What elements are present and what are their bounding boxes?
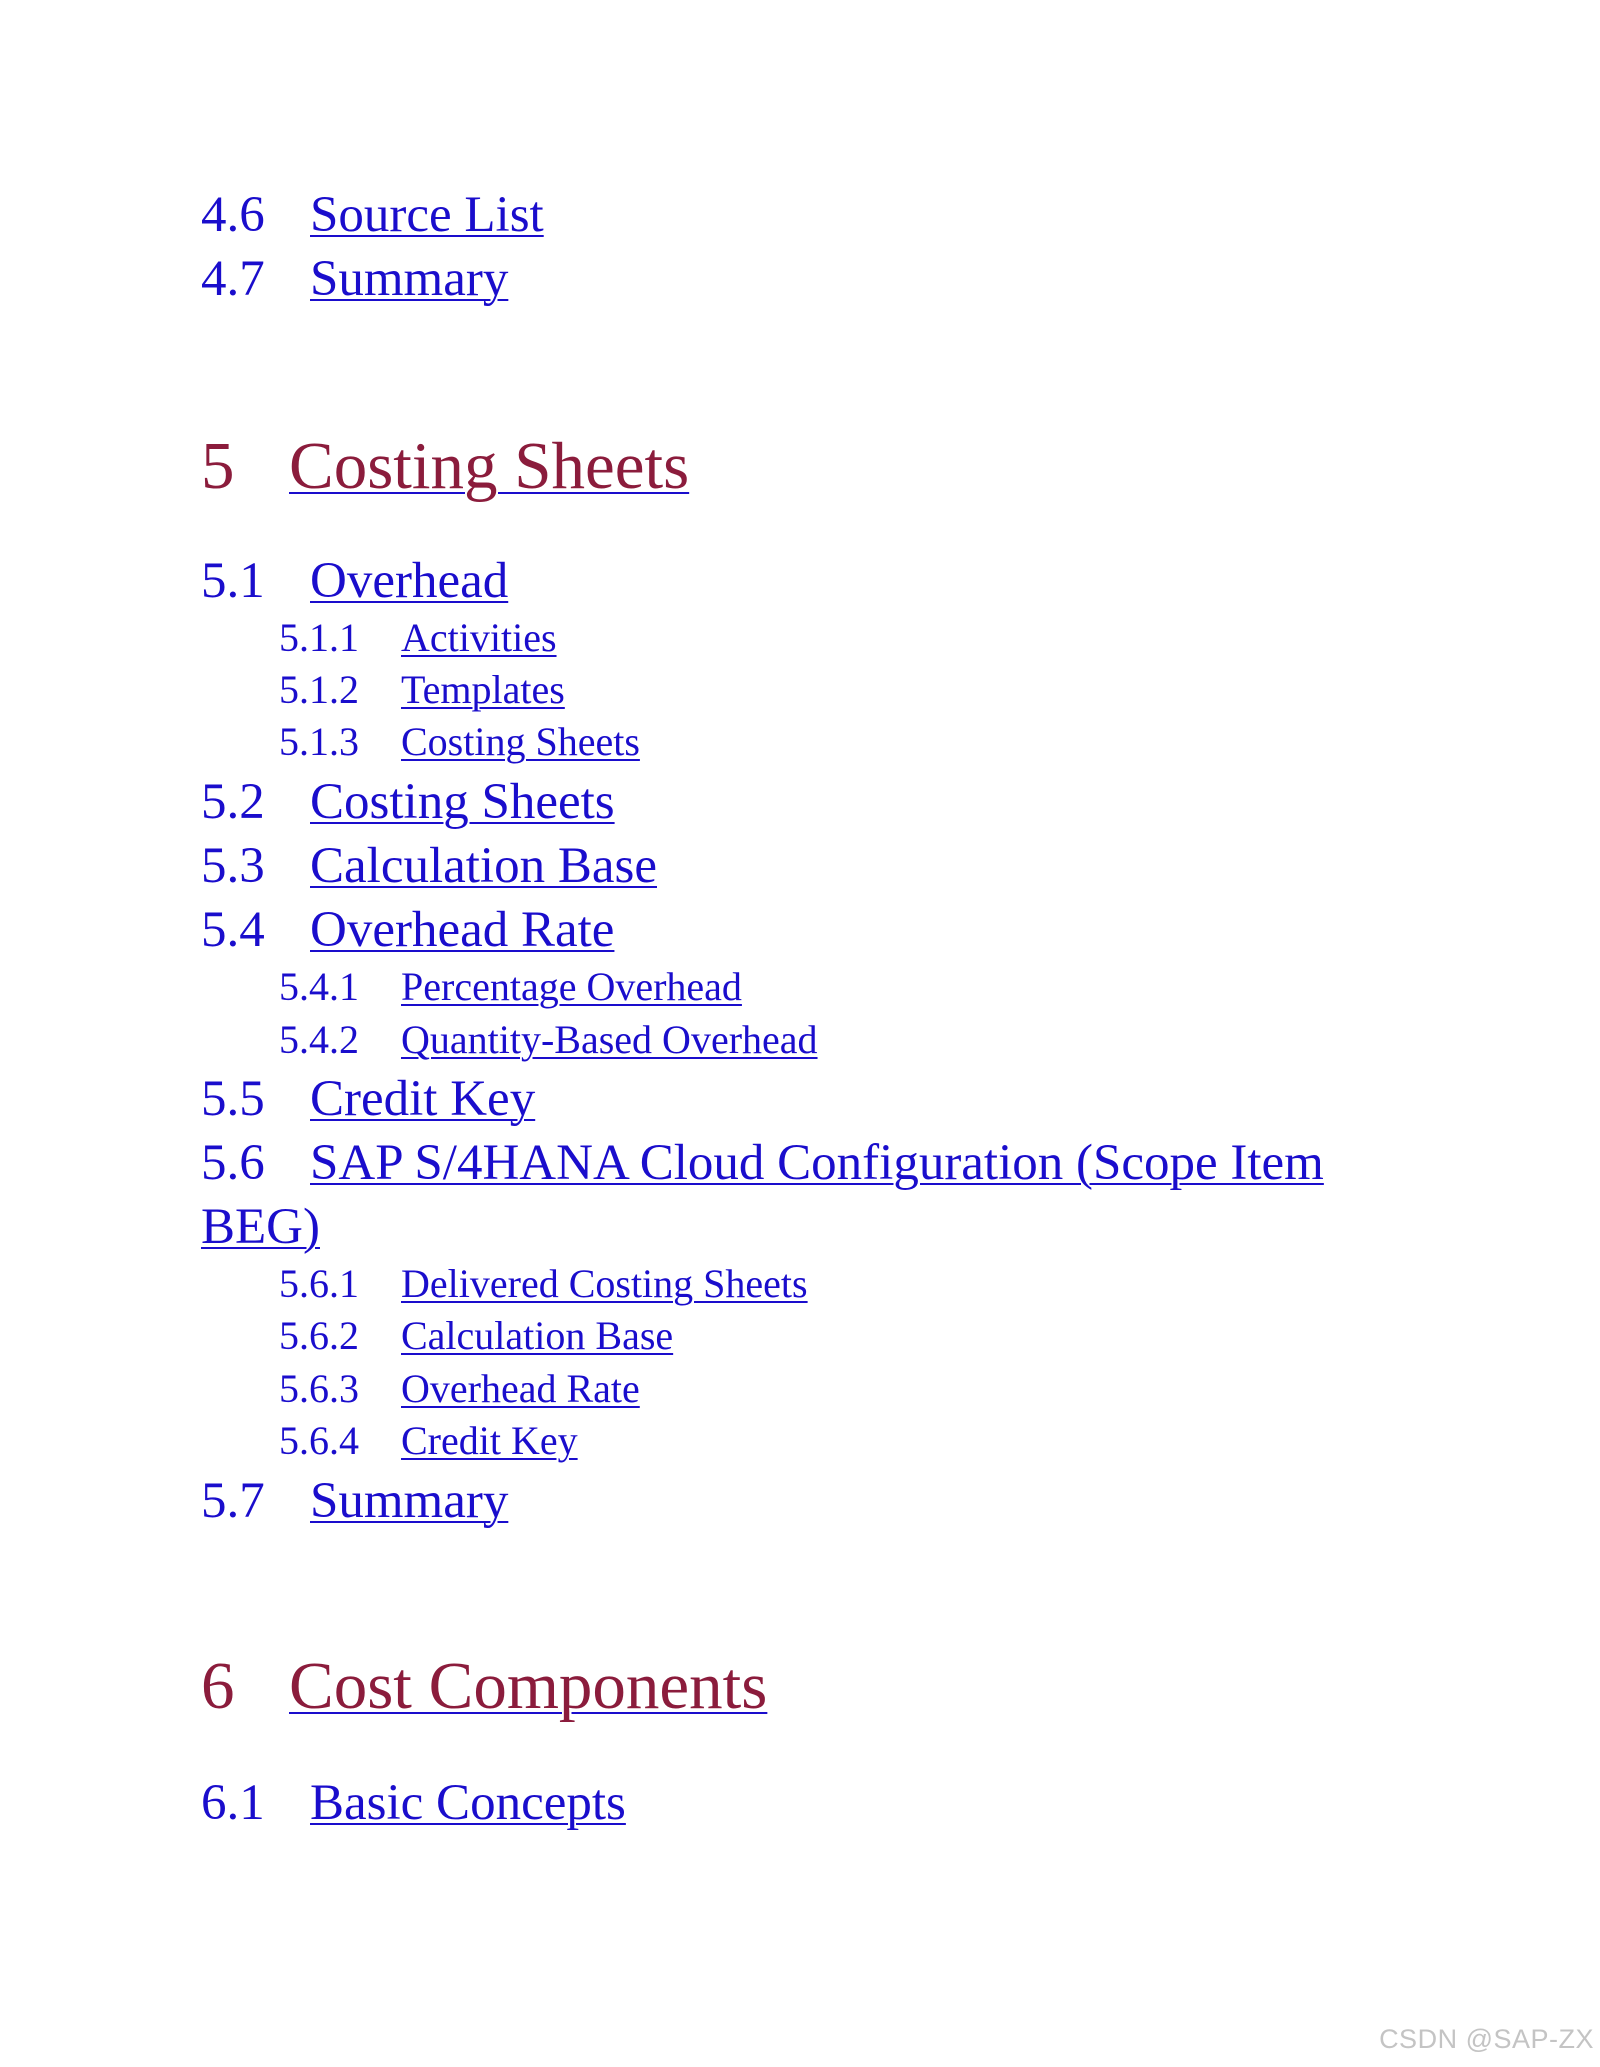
toc-link-5-4-2[interactable] [279,1016,818,1063]
toc-title: Quantity-Based Overhead [401,1017,818,1062]
toc-title: Costing Sheets [289,429,690,503]
toc-title: Percentage Overhead [401,964,742,1009]
toc-title: Activities [401,615,557,660]
toc-number: 5 [201,429,235,503]
toc-number: 5.6 [201,1135,265,1191]
toc-link-5-1-1[interactable] [279,614,557,661]
toc-link-5-3[interactable] [201,837,657,895]
toc-title: Overhead Rate [401,1366,640,1411]
toc-number: 6 [201,1649,235,1723]
toc-link-5-4[interactable] [201,901,614,959]
toc-link-5-6-2[interactable] [279,1312,673,1359]
toc-title: Calculation Base [310,838,657,894]
toc-number: 5.4 [201,902,265,958]
toc-number: 5.4.1 [279,964,359,1009]
toc-number: 4.6 [201,187,265,243]
toc-number: 5.5 [201,1071,265,1127]
toc-number: 5.2 [201,774,265,830]
toc-link-5-2[interactable] [201,773,615,831]
toc-title: Credit Key [401,1418,578,1463]
toc-number: 5.3 [201,838,265,894]
toc-link-5-6-4[interactable] [279,1417,578,1464]
toc-link-5-1[interactable] [201,552,508,610]
toc-link-4-7[interactable] [201,250,508,308]
toc-number: 5.6.2 [279,1313,359,1358]
toc-number: 5.6.1 [279,1261,359,1306]
toc-link-5-1-2[interactable] [279,666,565,713]
toc-number: 5.1.2 [279,667,359,712]
toc-title: Source List [310,187,544,243]
toc-link-5-7[interactable] [201,1472,508,1530]
toc-title: Templates [401,667,565,712]
toc-link-5-1-3[interactable] [279,718,640,765]
toc-link-5-6-3[interactable] [279,1365,640,1412]
toc-number: 6.1 [201,1775,265,1831]
toc-title: Overhead Rate [310,902,615,958]
toc-title: SAP S/4HANA Cloud Configuration (Scope Item [310,1135,1324,1191]
toc-link-6-1[interactable] [201,1774,626,1832]
toc-number: 5.6.4 [279,1418,359,1463]
toc-title: Cost Components [289,1649,768,1723]
toc-link-5-4-1[interactable] [279,963,742,1010]
toc-number: 5.1 [201,553,265,609]
toc-title: Summary [310,251,509,307]
toc-title: Basic Concepts [310,1775,626,1831]
toc-title: Costing Sheets [401,719,640,764]
toc-number: 5.6.3 [279,1366,359,1411]
toc-link-5-6[interactable] [201,1134,1324,1192]
toc-title: Credit Key [310,1071,536,1127]
toc-link-5-6-continuation[interactable]: BEG) [201,1199,320,1255]
toc-link-5-6-1[interactable] [279,1260,808,1307]
toc-title: Costing Sheets [310,774,615,830]
toc-number: 5.1.1 [279,615,359,660]
toc-number: 5.7 [201,1473,265,1529]
toc-title: Overhead [310,553,509,609]
toc-chapter-5[interactable] [201,428,689,505]
toc-number: 5.1.3 [279,719,359,764]
toc-number: 4.7 [201,251,265,307]
toc-link-4-6[interactable] [201,186,544,244]
toc-number: 5.4.2 [279,1017,359,1062]
toc-title: Delivered Costing Sheets [401,1261,808,1306]
toc-title: Summary [310,1473,509,1529]
toc-link-5-5[interactable] [201,1070,535,1128]
toc-chapter-6[interactable] [201,1648,767,1725]
toc-title: Calculation Base [401,1313,674,1358]
watermark: CSDN @SAP-ZX [1379,2024,1594,2054]
